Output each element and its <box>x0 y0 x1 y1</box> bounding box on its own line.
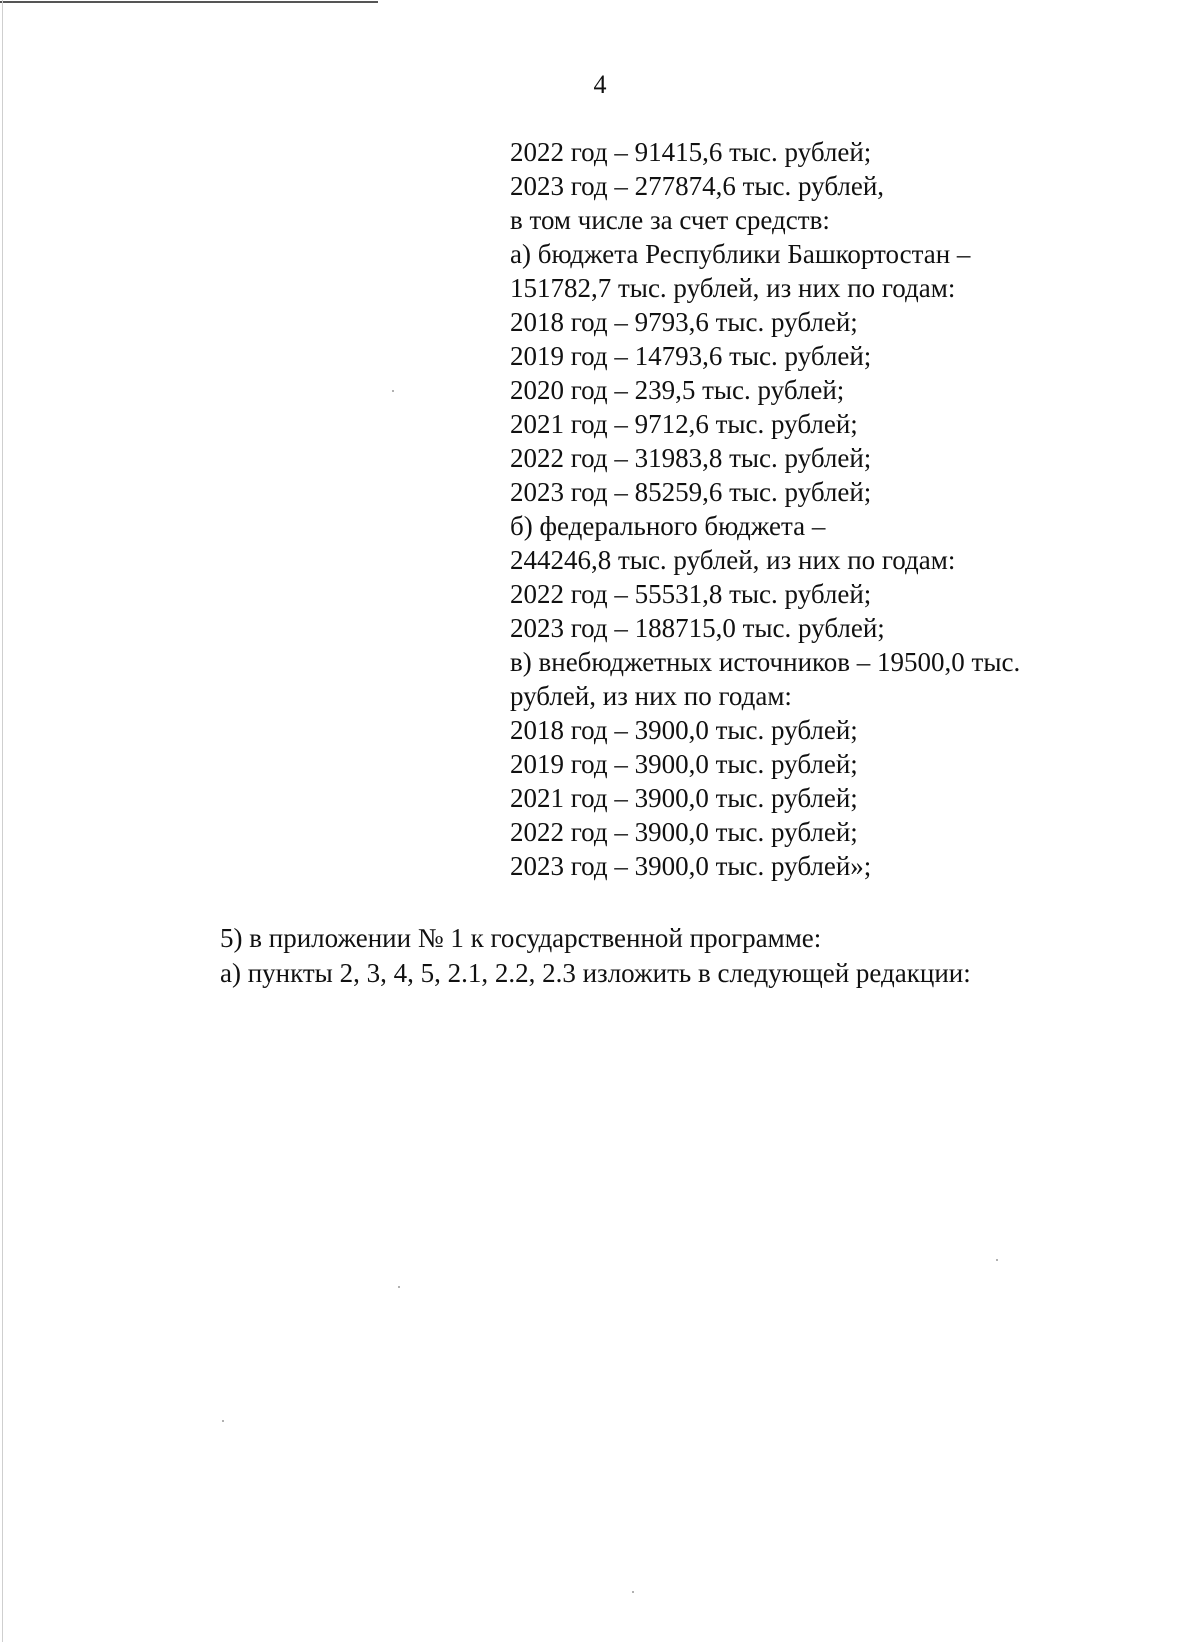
funding-line: 2022 год – 55531,8 тыс. рублей; <box>510 579 872 609</box>
page-number: 4 <box>593 70 607 99</box>
funding-line: рублей, из них по годам: <box>510 681 792 711</box>
funding-line: а) бюджета Республики Башкортостан – <box>510 239 971 269</box>
funding-line: в том числе за счет средств: <box>510 205 830 235</box>
scan-speck <box>222 1420 224 1422</box>
funding-line: 2023 год – 188715,0 тыс. рублей; <box>510 613 885 643</box>
funding-line: 2022 год – 31983,8 тыс. рублей; <box>510 443 872 473</box>
scan-margin-line <box>2 0 3 1642</box>
funding-line: 2022 год – 91415,6 тыс. рублей; <box>510 137 872 167</box>
funding-line: 2018 год – 3900,0 тыс. рублей; <box>510 715 858 745</box>
scan-speck <box>392 390 394 392</box>
funding-line: 2021 год – 9712,6 тыс. рублей; <box>510 409 858 439</box>
amendment-paragraph <box>220 921 1140 991</box>
amendment-line: 5) в приложении № 1 к государственной программе: <box>220 923 822 953</box>
funding-line: 2020 год – 239,5 тыс. рублей; <box>510 375 845 405</box>
funding-line: в) внебюджетных источников – 19500,0 тыс. <box>510 647 1021 677</box>
funding-line: 2019 год – 14793,6 тыс. рублей; <box>510 341 872 371</box>
funding-line: 2021 год – 3900,0 тыс. рублей; <box>510 783 858 813</box>
scan-edge-line <box>0 1 378 3</box>
funding-line: б) федерального бюджета – <box>510 511 826 541</box>
scan-speck <box>398 1286 400 1288</box>
funding-line: 2022 год – 3900,0 тыс. рублей; <box>510 817 858 847</box>
funding-breakdown <box>510 135 1160 883</box>
funding-line: 151782,7 тыс. рублей, из них по годам: <box>510 273 956 303</box>
funding-line: 2023 год – 277874,6 тыс. рублей, <box>510 171 885 201</box>
funding-line: 2023 год – 3900,0 тыс. рублей»; <box>510 851 872 881</box>
scan-speck <box>632 1591 634 1593</box>
scan-speck <box>996 1259 998 1261</box>
funding-line: 2023 год – 85259,6 тыс. рублей; <box>510 477 872 507</box>
funding-line: 2019 год – 3900,0 тыс. рублей; <box>510 749 858 779</box>
funding-line: 2018 год – 9793,6 тыс. рублей; <box>510 307 858 337</box>
funding-line: 244246,8 тыс. рублей, из них по годам: <box>510 545 956 575</box>
amendment-line: а) пункты 2, 3, 4, 5, 2.1, 2.2, 2.3 изложить в следующей редакции: <box>220 958 971 988</box>
